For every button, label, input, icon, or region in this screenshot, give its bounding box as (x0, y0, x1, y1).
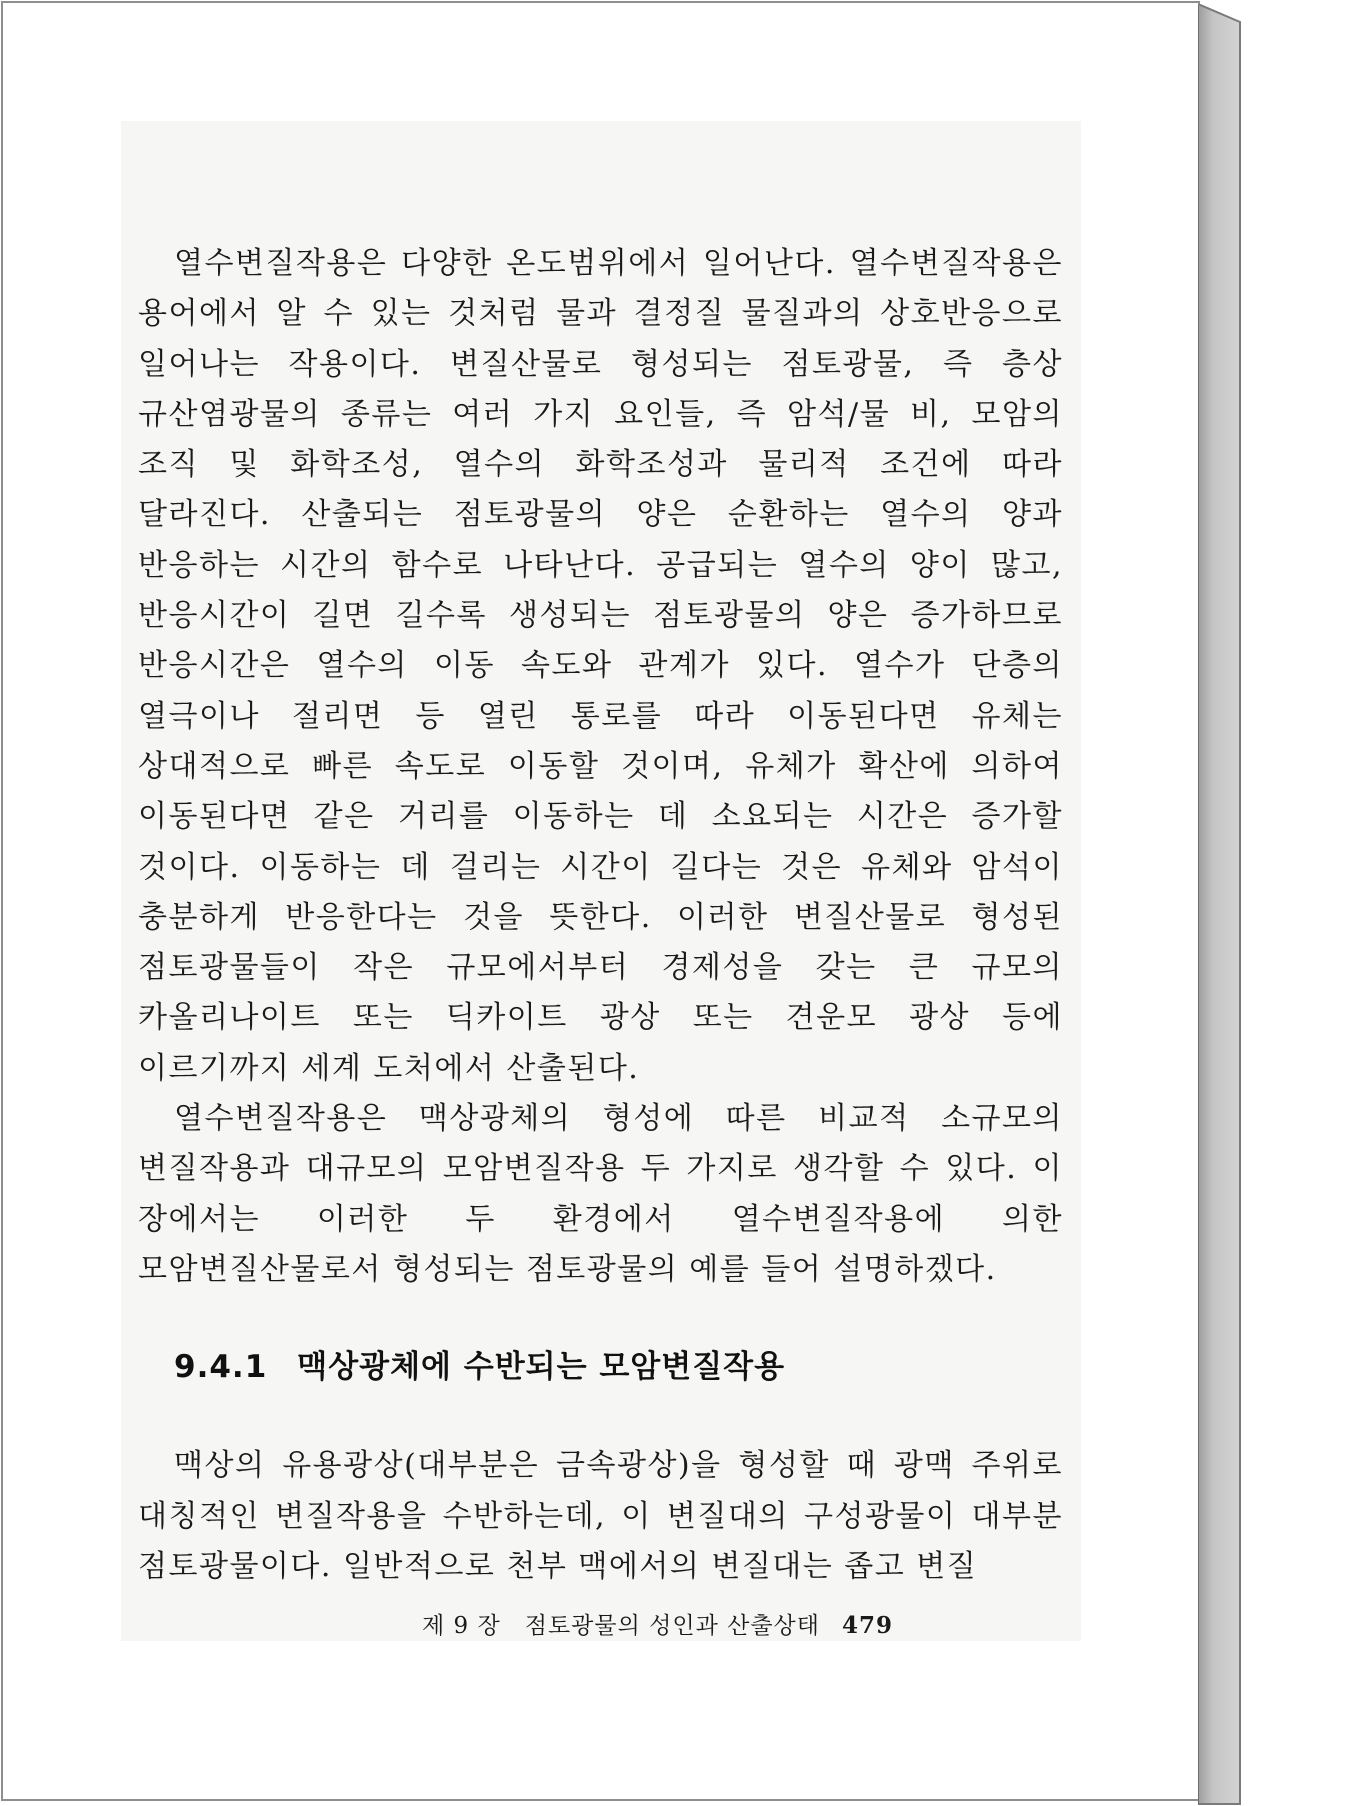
body-paragraph-2: 열수변질작용은 맥상광체의 형성에 따른 비교적 소규모의 변질작용과 대규모의 모암변질작용 두 가지로 생각할 수 있다. 이 장에서는 이러한 두 환경에서 열수변질작용에 의한 모암변질산물로서 형성되는 점토광물의 예를 들어 설명하겠다. (138, 1101, 1063, 1287)
book-edge-shape (1198, 4, 1246, 1805)
body-paragraph-1: 열수변질작용은 다양한 온도범위에서 일어난다. 열수변질작용은 용어에서 알 수 있는 것처럼 물과 결정질 물질과의 상호반응으로 일어나는 작용이다. 변질산물로 형성되는 점토광물, 즉 층상 규산염광물의 종류는 여러 가지 요인들, 즉 암석/물 비, 모암의 조직 및 화학조성, 열수의 화학조성과 물리적 조건에 따라 달라진다. 산출되는 점토광물의 양은 순환하는 열수의 양과 반응하는 시간의 함수로 나타난다. 공급되는 열수의 양이 많고, 반응시간이 길면 길수록 생성되는 점토광물의 양은 증가하므로 반응시간은 열수의 이동 속도와 관계가 있다. 열수가 단층의 열극이나 절리면 등 열린 통로를 따라 이동된다면 유체는 상대적으로 빠른 속도로 이동할 것이며, 유체가 확산에 의하여 이동된다면 같은 거리를 이동하는 데 소요되는 시간은 증가할 것이다. 이동하는 데 걸리는 시간이 길다는 것은 유체와 암석이 충분하게 반응한다는 것을 뜻한다. 이러한 변질산물로 형성된 점토광물들이 작은 규모에서부터 경제성을 갖는 큰 규모의 카올리나이트 또는 딕카이트 광상 또는 견운모 광상 등에 이르기까지 세계 도처에서 산출된다. (138, 246, 1063, 1086)
section-number: 9.4.1 (174, 1349, 268, 1386)
running-footer (422, 1612, 893, 1640)
section-heading (138, 1347, 1063, 1387)
footer-chapter-title: 점토광물의 성인과 산출상태 (524, 1613, 820, 1639)
page-content (138, 239, 1063, 1592)
book-spine-edge (1198, 4, 1246, 1805)
footer-chapter: 제 9 장 (422, 1613, 501, 1639)
book-page (1, 1, 1200, 1801)
page-number: 479 (841, 1612, 893, 1639)
section-paragraph: 맥상의 유용광상(대부분은 금속광상)을 형성할 때 광맥 주위로 대칭적인 변질작용을 수반하는데, 이 변질대의 구성광물이 대부분 점토광물이다. 일반적으로 천부 맥에서의 변질대는 좁고 변질 (138, 1448, 1063, 1584)
section-title: 맥상광체에 수반되는 모암변질작용 (297, 1349, 786, 1386)
